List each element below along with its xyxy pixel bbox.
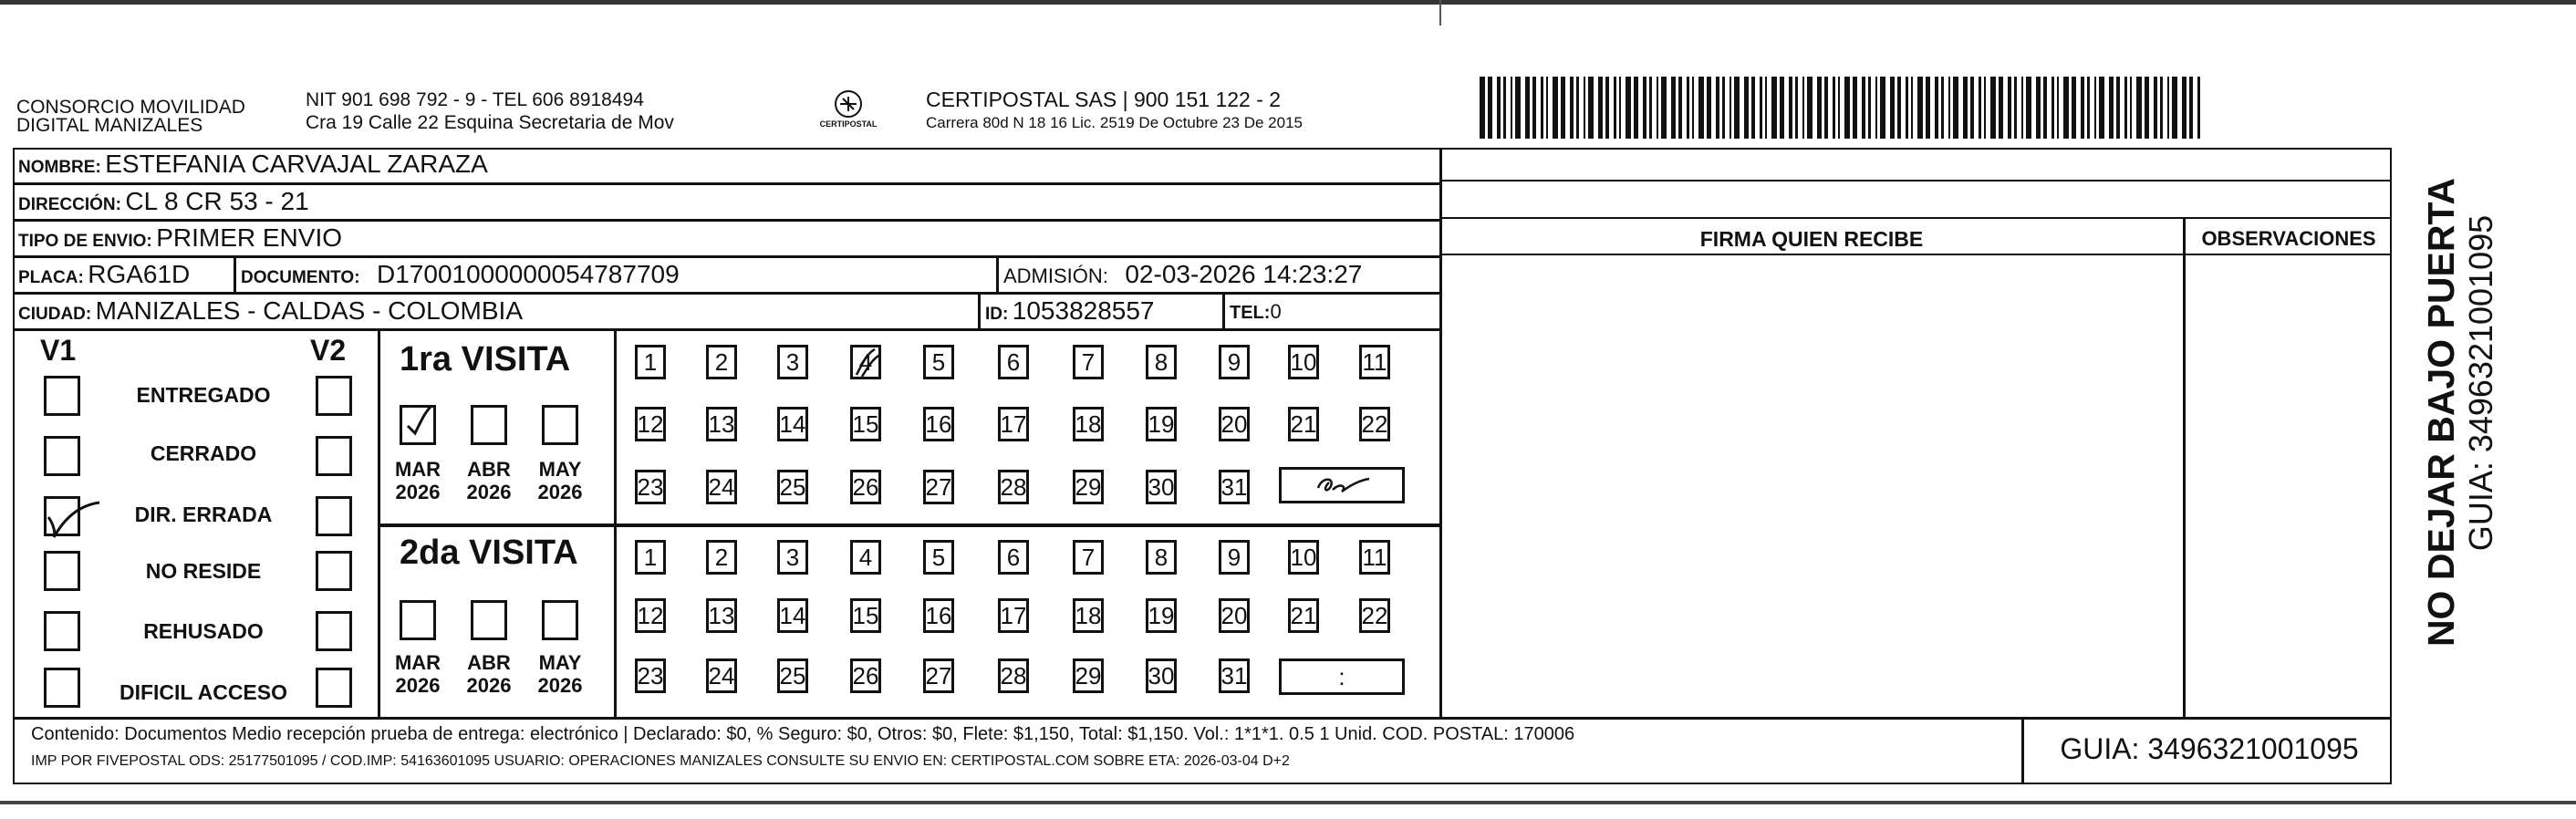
barcode-bar [2160,77,2163,139]
time-placeholder: : [1338,663,1345,690]
barcode-bar [1661,77,1667,139]
second-visit-day-5[interactable]: 5 [923,540,954,575]
barcode-bar [1880,77,1885,139]
second-visit-month-abr[interactable] [471,600,507,640]
first-visit-day-8[interactable]: 8 [1146,345,1177,379]
barcode-bar [1678,77,1682,139]
first-visit-day-29[interactable]: 29 [1073,470,1104,504]
footer-guia: GUIA: 3496321001095 [2060,732,2359,765]
first-visit-day-23[interactable]: 23 [635,470,666,504]
barcode-bar [1619,77,1621,139]
first-visit-day-14[interactable]: 14 [777,407,808,441]
second-visit-title: 2da VISITA [400,534,578,572]
documento-label: DOCUMENTO: [241,268,360,287]
ciudad-row [18,296,523,326]
month-name: ABR [467,651,511,674]
barcode-bar [2167,77,2169,139]
first-visit-title: 1ra VISITA [400,340,571,378]
barcode-bar [1634,77,1638,139]
barcode-bar [1817,77,1822,139]
row-line-2 [13,219,1439,222]
second-visit-day-19[interactable]: 19 [1146,598,1177,633]
barcode-bar [1771,77,1777,139]
first-visit-abr-label [462,458,516,503]
right-row-line-1 [1439,180,2392,181]
second-visit-day-18[interactable]: 18 [1073,598,1104,633]
tel-value: 0 [1270,300,1282,323]
barcode-bar [2116,77,2120,139]
second-visit-day-22[interactable]: 22 [1359,598,1390,633]
observaciones-label: OBSERVACIONES [2201,227,2376,250]
first-visit-month-abr[interactable] [471,405,507,445]
status-dir-errada: DIR. ERRADA [134,503,273,526]
day-number: 4 [858,347,873,376]
certipostal-logo [812,86,885,137]
status-dificil-acceso: DIFICIL ACCESO [119,680,287,704]
nombre-label: NOMBRE: [18,158,101,177]
barcode-bar [1649,77,1652,139]
second-visit-day-6[interactable]: 6 [998,540,1029,575]
second-visit-day-17[interactable]: 17 [998,598,1029,633]
month-name: MAR [394,651,441,674]
id-value: 1053828557 [1012,296,1155,325]
second-visit-mar-label [390,651,445,697]
first-visit-month-mar[interactable] [400,405,436,445]
direccion-row [18,187,309,216]
first-visit-day-18[interactable]: 18 [1073,407,1104,441]
firma-quien-recibe-label: FIRMA QUIEN RECIBE [1699,227,1924,251]
barcode-bar [1541,77,1543,139]
direccion-value: CL 8 CR 53 - 21 [125,187,309,215]
first-visit-day-3[interactable]: 3 [777,345,808,379]
second-visit-day-10[interactable]: 10 [1288,540,1319,575]
ciudad-label: CIUDAD: [18,305,92,324]
v1-header: V1 [40,334,77,367]
admision-row [1003,260,1362,289]
carrier-address: Carrera 80d N 18 16 Lic. 2519 De Octubre 23 De 2015 [926,114,1303,131]
barcode-bar [2197,77,2200,139]
second-visit-day-16[interactable]: 16 [923,598,954,633]
documento-row [241,260,680,289]
first-visit-day-22[interactable]: 22 [1359,407,1390,441]
barcode-bar [2008,77,2011,139]
second-visit-day-15[interactable]: 15 [850,598,881,633]
placa-row [18,260,190,289]
barcode-bar [2072,77,2076,139]
barcode-bar [1984,77,1986,139]
barcode-bar [2154,77,2157,139]
barcode-bar [2036,77,2041,139]
row-line-1 [13,182,1439,185]
barcode-bar [1525,77,1530,139]
v1-checkbox-no-reside[interactable] [44,551,80,591]
month-year: 2026 [395,481,441,503]
logo-text: CERTIPOSTAL [819,119,878,129]
v1-checkbox-dificil-acceso[interactable] [44,668,80,708]
month-name: MAY [538,651,582,674]
barcode-bar [1532,77,1536,139]
placa-label: PLACA: [18,268,84,287]
placa-divider [234,255,236,294]
tipo-envio-value: PRIMER ENVIO [156,223,343,252]
first-visit-day-1[interactable]: 1 [635,345,666,379]
first-visit-may-label [533,458,587,503]
barcode-bar [2043,77,2047,139]
first-visit-day-28[interactable]: 28 [998,470,1029,504]
barcode-bar [1716,77,1719,139]
barcode-bar [2021,77,2023,139]
first-visit-day-31[interactable]: 31 [1219,470,1250,504]
barcode-bar [2087,77,2090,139]
barcode-bar [1503,77,1506,139]
v2-checkbox-dir-errada[interactable] [316,496,352,536]
id-divider [978,292,981,330]
direccion-label: DIRECCIÓN: [18,195,121,214]
month-year: 2026 [466,481,512,503]
tipo-envio-row [18,223,342,253]
barcode-bar [1875,77,1877,139]
first-visit-day-26[interactable]: 26 [850,470,881,504]
barcode-bar [2172,77,2177,139]
company-name-line1: CONSORCIO MOVILIDAD [16,97,245,118]
barcode-bar [1729,77,1731,139]
barcode-bar [1844,77,1850,139]
barcode-bar [1838,77,1840,139]
month-year: 2026 [395,674,441,697]
barcode-bar [2109,77,2114,139]
first-visit-day-15[interactable]: 15 [850,407,881,441]
barcode-bar [1722,77,1725,139]
v1-checkbox-rehusado[interactable] [44,611,80,651]
barcode-bar [1488,77,1492,139]
barcode-bar [2099,77,2104,139]
footer-print-info: IMP POR FIVEPOSTAL ODS: 25177501095 / COD.IMP: 54163601095 USUARIO: OPERACIONES MANIZALES CONSULTE SU ENVIO EN: CERTIPOSTAL.COM SOBRE ETA: 2026-03-04 D+2 [31,753,1290,769]
second-visit-day-28[interactable]: 28 [998,658,1029,693]
barcode-bar [1588,77,1594,139]
first-visit-day-16[interactable]: 16 [923,407,954,441]
visit-separator [378,524,1439,527]
second-visit-day-26[interactable]: 26 [850,658,881,693]
second-visit-day-21[interactable]: 21 [1288,598,1319,633]
first-visit-day-2[interactable]: 2 [706,345,737,379]
barcode-bar [1833,77,1835,139]
barcode-bar [2124,77,2127,139]
admision-divider [996,255,999,294]
barcode-bar [1734,77,1740,139]
barcode-bar [1480,77,1485,139]
barcode-bar [1643,77,1646,139]
barcode-bar [1802,77,1804,139]
barcode-bar [1692,77,1694,139]
barcode-bar [1598,77,1603,139]
first-visit-day-5[interactable]: 5 [923,345,954,379]
second-visit-day-31[interactable]: 31 [1219,658,1250,693]
second-visit-day-13[interactable]: 13 [706,598,737,633]
admision-value: 02-03-2026 14:23:27 [1125,260,1363,288]
v2-checkbox-dificil-acceso[interactable] [316,668,352,708]
first-visit-day-25[interactable]: 25 [777,470,808,504]
right-row-line-2 [1439,217,2392,219]
barcode-bar [2026,77,2031,139]
barcode-bar [1795,77,1798,139]
barcode-bar [1897,77,1901,139]
company-nit: NIT 901 698 792 - 9 - TEL 606 8918494 [306,89,644,110]
row-line-4 [13,292,1439,295]
barcode-bar [1926,77,1930,139]
first-visit-day-30[interactable]: 30 [1146,470,1177,504]
barcode-bar [1906,77,1908,139]
barcode-bar [1917,77,1923,139]
barcode-bar [1561,77,1565,139]
documento-value: D17001000000054787709 [377,260,680,288]
second-visit-day-25[interactable]: 25 [777,658,808,693]
barcode-bar [1789,77,1792,139]
v1-checkbox-cerrado[interactable] [44,436,80,476]
first-visit-time-box[interactable] [1279,467,1405,503]
barcode-bar [1584,77,1585,139]
status-entregado: ENTREGADO [136,383,271,407]
month-name: ABR [467,458,511,481]
second-visit-abr-label [462,651,516,697]
tel-row [1230,300,1282,324]
id-label: ID: [985,305,1009,324]
status-rehusado: REHUSADO [143,619,264,643]
check-mark-icon [43,493,98,537]
barcode-bar [1948,77,1950,139]
barcode-bar [1657,77,1658,139]
barcode-bar [2189,77,2193,139]
barcode-bar [1751,77,1755,139]
admision-label: ADMISIÓN: [1003,264,1108,287]
barcode-bar [1553,77,1558,139]
check-mark-icon [400,399,446,444]
barcode-bar [1744,77,1749,139]
barcode-bar [1868,77,1871,139]
barcode-bar [1614,77,1616,139]
second-visit-day-24[interactable]: 24 [706,658,737,693]
ciudad-value: MANIZALES - CALDAS - COLOMBIA [95,296,523,325]
barcode-bar [1999,77,2003,139]
barcode-bar [1824,77,1828,139]
side-warning: NO DEJAR BAJO PUERTA [2420,177,2462,648]
barcode-graphic [1478,77,2207,140]
second-visit-day-2[interactable]: 2 [706,540,737,575]
barcode-bar [2130,77,2132,139]
first-visit-day-27[interactable]: 27 [923,470,954,504]
second-visit-day-4[interactable]: 4 [850,540,881,575]
month-year: 2026 [466,674,512,697]
v2-checkbox-rehusado[interactable] [316,611,352,651]
observaciones-divider [2183,219,2186,717]
barcode-bar [2136,77,2142,139]
barcode-bar [1963,77,1968,139]
first-visit-day-6[interactable]: 6 [998,345,1029,379]
tel-label: TEL: [1230,303,1271,323]
tipo-envio-label: TIPO DE ENVIO: [18,232,152,251]
month-year: 2026 [537,674,583,697]
second-visit-day-30[interactable]: 30 [1146,658,1177,693]
second-visit-day-23[interactable]: 23 [635,658,666,693]
nombre-row [18,150,488,179]
company-name-line2: DIGITAL MANIZALES [16,115,203,136]
v2-checkbox-no-reside[interactable] [316,551,352,591]
first-visit-day-20[interactable]: 20 [1219,407,1250,441]
first-visit-day-9[interactable]: 9 [1219,345,1250,379]
barcode-bar [1687,77,1689,139]
barcode-bar [1970,77,1974,139]
second-visit-day-29[interactable]: 29 [1073,658,1104,693]
barcode-bar [2063,77,2069,139]
barcode-bar [1911,77,1913,139]
barcode-bar [2057,77,2059,139]
v2-header: V2 [310,334,347,367]
status-cerrado: CERRADO [150,441,257,465]
first-visit-day-24[interactable]: 24 [706,470,737,504]
barcode-bar [1698,77,1704,139]
footer-contents: Contenido: Documentos Medio recepción prueba de entrega: electrónico | Declarado: $0, % Seguro: $0, Otros: $0, Flete: $1,150, Total: $1,150. Vol.: 1*1*1. 0.5 1 Unid. COD. POSTAL: 170006 [31,724,1575,744]
v1-checkbox-entregado[interactable] [44,376,80,416]
second-visit-day-3[interactable]: 3 [777,540,808,575]
barcode-bar [1760,77,1762,139]
first-visit-day-11[interactable]: 11 [1359,345,1390,379]
month-name: MAY [538,458,582,481]
barcode-bar [1780,77,1784,139]
first-visit-day-10[interactable]: 10 [1288,345,1319,379]
month-name: MAR [394,458,441,481]
barcode [1478,77,2207,140]
scan-top-divider [1439,0,1441,26]
barcode-bar [1862,77,1865,139]
second-visit-month-may[interactable] [542,600,578,640]
barcode-bar [1497,77,1501,139]
second-visit-day-8[interactable]: 8 [1146,540,1177,575]
right-header-line [1439,254,2392,255]
scan-bottom-edge [0,801,2576,804]
day-mark-icon [853,347,880,378]
barcode-bar [2094,77,2096,139]
first-visit-day-17[interactable]: 17 [998,407,1029,441]
second-visit-month-mar[interactable] [400,600,436,640]
first-visit-day-13[interactable]: 13 [706,407,737,441]
second-visit-may-label [533,651,587,697]
first-visit-mar-label [390,458,445,503]
first-visit-day-4[interactable] [850,345,881,379]
status-no-reside: NO RESIDE [145,559,262,583]
first-visit-day-19[interactable]: 19 [1146,407,1177,441]
row-line-3 [13,255,1439,258]
barcode-bar [1941,77,1944,139]
barcode-bar [1671,77,1676,139]
barcode-bar [2051,77,2054,139]
barcode-bar [1511,77,1512,139]
barcode-bar [2182,77,2186,139]
barcode-bar [2145,77,2149,139]
barcode-bar [1576,77,1579,139]
barcode-bar [1546,77,1548,139]
second-visit-day-14[interactable]: 14 [777,598,808,633]
barcode-bar [1605,77,1609,139]
barcode-bar [1935,77,1938,139]
second-visit-day-20[interactable]: 20 [1219,598,1250,633]
first-visit-day-12[interactable]: 12 [635,407,666,441]
carrier-name: CERTIPOSTAL SAS | 900 151 122 - 2 [926,88,1282,111]
scan-top-edge [0,0,2576,5]
first-visit-day-21[interactable]: 21 [1288,407,1319,441]
row-line-5 [13,328,1439,331]
barcode-bar [1765,77,1767,139]
barcode-bar [1990,77,1996,139]
barcode-bar [1890,77,1895,139]
certipostal-logo-icon [812,86,885,137]
side-guia: GUIA: 3496321001095 [2462,214,2499,552]
tel-divider [1222,292,1225,330]
v2-checkbox-cerrado[interactable] [316,436,352,476]
second-visit-day-9[interactable]: 9 [1219,540,1250,575]
v1-checkbox-dir-errada[interactable] [44,496,80,536]
barcode-bar [2014,77,2017,139]
second-visit-day-1[interactable]: 1 [635,540,666,575]
barcode-bar [1853,77,1857,139]
second-visit-day-27[interactable]: 27 [923,658,954,693]
company-address: Cra 19 Calle 22 Esquina Secretaria de Mov [306,112,674,133]
second-visit-day-12[interactable]: 12 [635,598,666,633]
first-visit-month-may[interactable] [542,405,578,445]
barcode-bar [1979,77,1981,139]
second-visit-time-box[interactable] [1279,658,1405,695]
nombre-value: ESTEFANIA CARVAJAL ZARAZA [105,150,488,178]
second-visit-day-7[interactable]: 7 [1073,540,1104,575]
month-year: 2026 [537,481,583,503]
footer-top-line [13,717,2392,720]
barcode-bar [1515,77,1521,139]
placa-value: RGA61D [88,260,191,288]
handwritten-time-icon [1282,470,1402,501]
first-visit-day-7[interactable]: 7 [1073,345,1104,379]
second-visit-day-11[interactable]: 11 [1359,540,1390,575]
barcode-bar [1570,77,1574,139]
barcode-bar [1707,77,1711,139]
footer-guia-divider [2021,719,2024,784]
barcode-bar [1953,77,1958,139]
barcode-bar [1807,77,1813,139]
v2-checkbox-entregado[interactable] [316,376,352,416]
id-row [985,296,1155,326]
barcode-bar [1626,77,1631,139]
barcode-bar [2081,77,2084,139]
